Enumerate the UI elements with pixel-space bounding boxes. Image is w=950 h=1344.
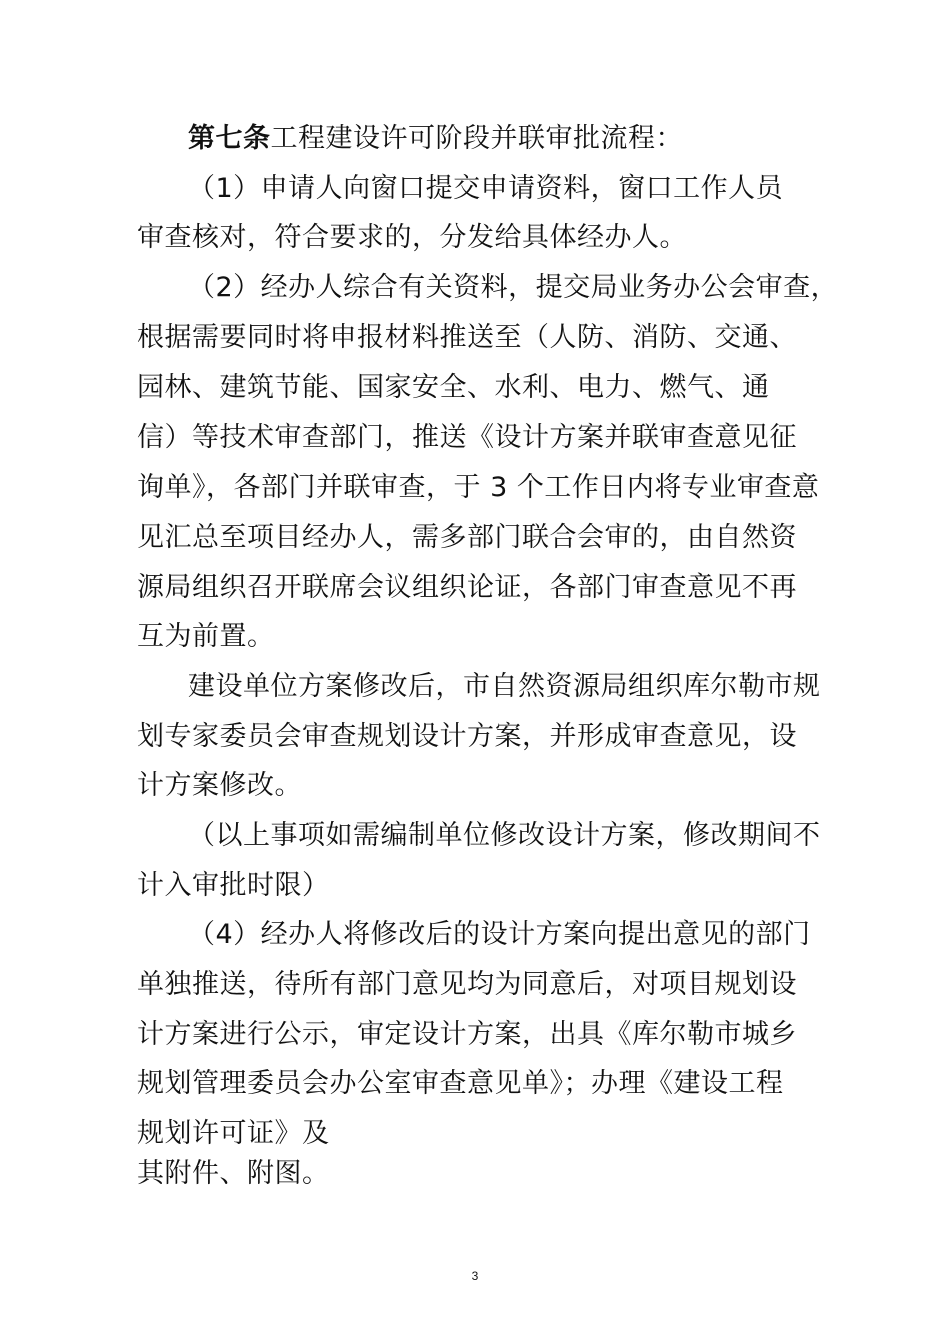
article-heading-text: 工程建设许可阶段并联审批流程： — [270, 123, 683, 154]
paragraph-line: （1）申请人向窗口提交申请资料，窗口工作人员 — [188, 173, 784, 204]
paragraph-line: 互为前置。 — [137, 621, 275, 652]
paragraph-line: （4）经办人将修改后的设计方案向提出意见的部门 — [188, 919, 811, 950]
paragraph-line: 建设单位方案修改后，市自然资源局组织库尔勒市规 — [188, 671, 821, 702]
article-heading — [188, 122, 683, 156]
paragraph-line: 计入审批时限） — [137, 870, 330, 901]
paragraph-line: 园林、建筑节能、国家安全、水利、电力、燃气、通 — [137, 372, 770, 403]
paragraph-line: 见汇总至项目经办人，需多部门联合会审的，由自然资 — [137, 522, 797, 553]
paragraph-line: （2）经办人综合有关资料，提交局业务办公会审查， — [188, 272, 839, 303]
paragraph-line: 规划许可证》及 — [137, 1118, 330, 1149]
paragraph-line: 计方案进行公示，审定设计方案，出具《库尔勒市城乡 — [137, 1019, 797, 1050]
paragraph-line: 审查核对，符合要求的，分发给具体经办人。 — [137, 222, 687, 253]
paragraph-line: 其附件、附图。 — [137, 1158, 330, 1189]
paragraph-line: 规划管理委员会办公室审查意见单》；办理《建设工程 — [137, 1068, 784, 1099]
paragraph-line: 划专家委员会审查规划设计方案，并形成审查意见，设 — [137, 721, 797, 752]
paragraph-line: 根据需要同时将申报材料推送至（人防、消防、交通、 — [137, 322, 797, 353]
paragraph-line: （以上事项如需编制单位修改设计方案，修改期间不 — [188, 820, 821, 851]
paragraph-line: 询单》，各部门并联审查，于 3 个工作日内将专业审查意 — [137, 472, 820, 503]
paragraph-line: 单独推送，待所有部门意见均为同意后，对项目规划设 — [137, 969, 797, 1000]
paragraph-line: 计方案修改。 — [137, 770, 302, 801]
paragraph-line: 信）等技术审查部门，推送《设计方案并联审查意见征 — [137, 422, 797, 453]
article-heading-bold: 第七条 — [188, 123, 271, 154]
page-number: 3 — [471, 1269, 479, 1283]
paragraph-line: 源局组织召开联席会议组织论证，各部门审查意见不再 — [137, 572, 797, 603]
